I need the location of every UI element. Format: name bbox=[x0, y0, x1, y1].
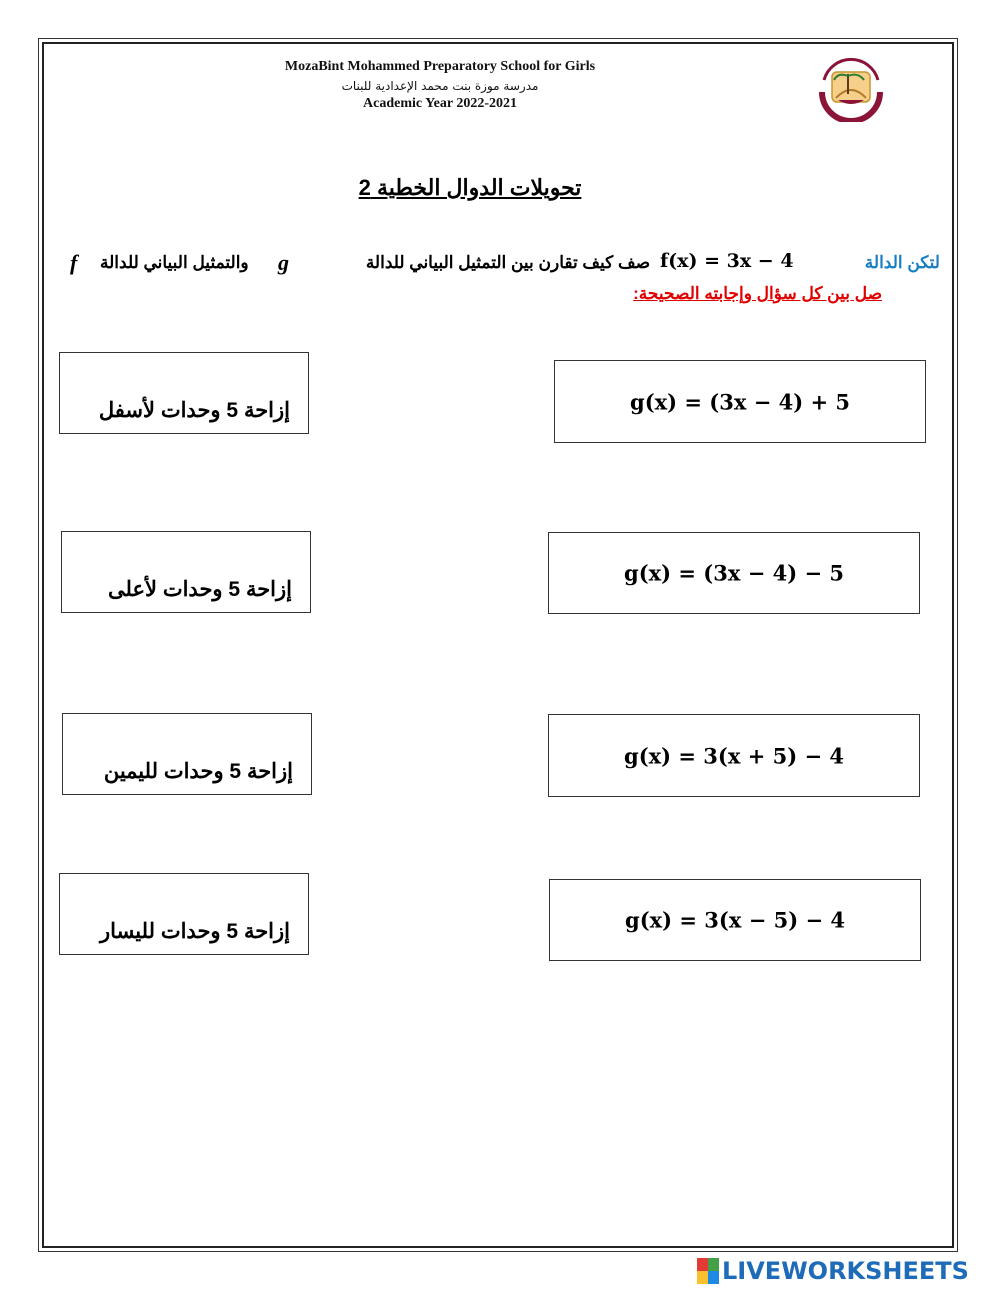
equation-label: g(x) = 3(x + 5) − 4 bbox=[624, 743, 844, 768]
qatar-ministry-logo bbox=[814, 52, 888, 122]
variable-f: f bbox=[70, 250, 78, 275]
variable-g: g bbox=[278, 250, 289, 275]
liveworksheets-brand bbox=[697, 1256, 969, 1286]
equation-label: g(x) = (3x − 4) − 5 bbox=[624, 560, 844, 586]
answer-box-right[interactable] bbox=[62, 713, 312, 795]
equation-box-3[interactable] bbox=[548, 714, 920, 797]
liveworksheets-wordmark: LIVEWORKSHEETS bbox=[722, 1257, 969, 1285]
instruction-middle: صف كيف تقارن بين التمثيل البياني للدالة bbox=[365, 253, 650, 272]
equation-label: g(x) = 3(x − 5) − 4 bbox=[625, 907, 845, 933]
matching-instruction: صل بين كل سؤال وإجابته الصحيحة: bbox=[633, 284, 882, 303]
equation-box-4[interactable] bbox=[549, 879, 921, 961]
equation-box-1[interactable] bbox=[554, 360, 926, 443]
instruction-lead: لتكن الدالة bbox=[864, 253, 940, 272]
answer-box-left[interactable] bbox=[59, 873, 309, 955]
answer-label: إزاحة 5 وحدات لأسفل bbox=[98, 399, 290, 422]
answer-label: إزاحة 5 وحدات لأعلى bbox=[108, 578, 292, 601]
instruction-tail: والتمثيل البياني للدالة bbox=[100, 253, 249, 272]
answer-label: إزاحة 5 وحدات لليسار bbox=[100, 920, 290, 943]
worksheet-title: تحويلات الدوال الخطية 2 bbox=[358, 175, 582, 200]
answer-label: إزاحة 5 وحدات لليمين bbox=[103, 760, 293, 783]
answer-box-down[interactable] bbox=[59, 352, 309, 434]
function-definition: f(x) = 3x − 4 bbox=[660, 250, 794, 272]
answer-box-up[interactable] bbox=[61, 531, 311, 613]
instruction-line bbox=[70, 250, 940, 280]
equation-label: g(x) = (3x − 4) + 5 bbox=[630, 389, 850, 414]
liveworksheets-logo-icon bbox=[697, 1258, 719, 1284]
school-name-en: MozaBint Mohammed Preparatory School for Girls bbox=[284, 59, 596, 74]
academic-year: Academic Year 2022-2021 bbox=[363, 96, 517, 111]
page-border-inner bbox=[42, 42, 954, 1248]
equation-box-2[interactable] bbox=[548, 532, 920, 614]
school-name-ar: مدرسة موزة بنت محمد الإعدادية للبنات bbox=[341, 79, 539, 93]
